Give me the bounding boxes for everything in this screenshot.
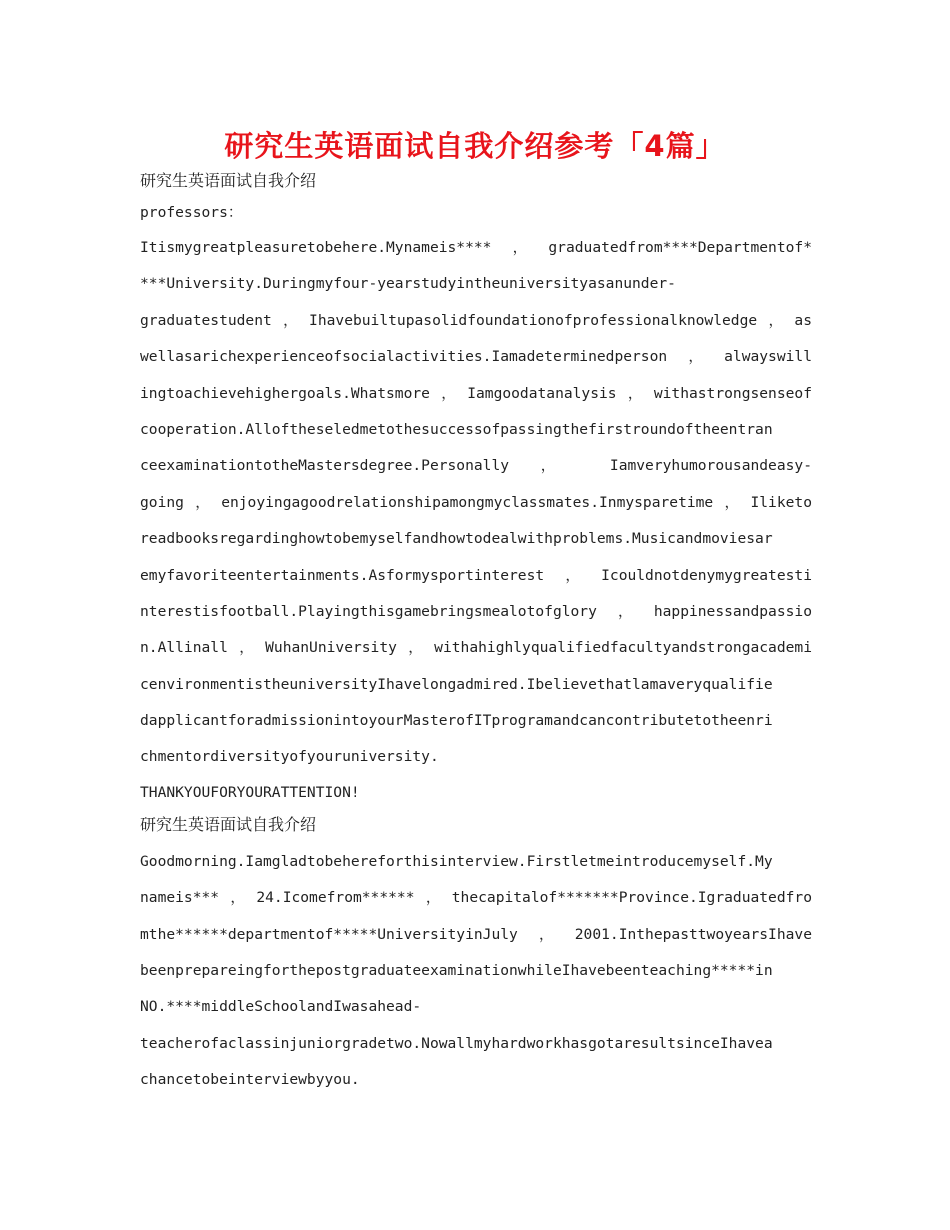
- text-line: n.Allinall，WuhanUniversity，withahighlyqualifiedfacultyandstrongacademi: [140, 639, 812, 657]
- text-line: teacherofaclassinjuniorgradetwo.NowallmyhardworkhasgotaresultsinceIhavea: [140, 1034, 773, 1052]
- text-line: nameis***，24.Icomefrom******，thecapitalof*******Province.Igraduatedfro: [140, 889, 812, 907]
- text-line: NO.****middleSchoolandIwasahead-: [140, 998, 422, 1016]
- text-line: Goodmorning.Iamgladtobehereforthisinterview.Firstletmeintroducemyself.My: [140, 852, 773, 870]
- salutation: professors：: [140, 204, 243, 221]
- text-line: ingtoachievehighergoals.Whatsmore，Iamgoodatanalysis，withastrongsenseof: [140, 384, 812, 402]
- closing-line: THANKYOUFORYOURATTENTION!: [140, 783, 360, 801]
- text-line: readbooksregardinghowtobemyselfandhowtodealwithproblems.Musicandmoviesar: [140, 530, 773, 548]
- text-line: ***University.Duringmyfour-yearstudyintheuniversityasanunder-: [140, 275, 676, 293]
- section-heading: 研究生英语面试自我介绍: [140, 171, 317, 190]
- document-body: [140, 166, 812, 1099]
- text-line: wellasarichexperienceofsocialactivities.Iamadeterminedperson，alwayswill: [140, 348, 812, 366]
- text-line: graduatestudent，Ihavebuiltupasolidfoundationofprofessionalknowledge，as: [140, 311, 812, 329]
- text-line: emyfavoriteentertainments.Asformysportinterest，Icouldnotdenymygreatesti: [140, 566, 812, 584]
- section-heading: 研究生英语面试自我介绍: [140, 814, 317, 834]
- text-line: going，enjoyingagoodrelationshipamongmyclassmates.Inmysparetime，Iliketo: [140, 493, 812, 511]
- text-line: cooperation.Alloftheseledmetothesuccessofpassingthefirstroundoftheentran: [140, 420, 773, 438]
- section1-paragraph: [140, 230, 812, 776]
- text-line: Itismygreatpleasuretobehere.Mynameis****，graduatedfrom****Departmentof*: [140, 239, 812, 256]
- text-line: ceexaminationtotheMastersdegree.Personally ， Iamveryhumorousandeasy-: [140, 457, 812, 475]
- text-line: nterestisfootball.Playingthisgamebringsmealotofglory，happinessandpassio: [140, 602, 812, 620]
- text-line: chancetobeinterviewbyyou.: [140, 1071, 360, 1089]
- document-title: 研究生英语面试自我介绍参考「4篇」: [224, 129, 726, 163]
- text-line: mthe******departmentof*****UniversityinJuly，2001.InthepasttwoyearsIhave: [140, 925, 812, 943]
- text-line: cenvironmentistheuniversityIhavelongadmired.Ibelievethatlamaveryqualifie: [140, 675, 773, 693]
- text-line: chmentordiversityofyouruniversity.: [140, 748, 439, 766]
- section2-paragraph: [140, 844, 812, 1099]
- text-line: dapplicantforadmissionintoyourMasterofITprogramandcancontributetotheenri: [140, 712, 773, 730]
- text-line: beenprepareingforthepostgraduateexaminationwhileIhavebeenteaching*****in: [140, 962, 773, 980]
